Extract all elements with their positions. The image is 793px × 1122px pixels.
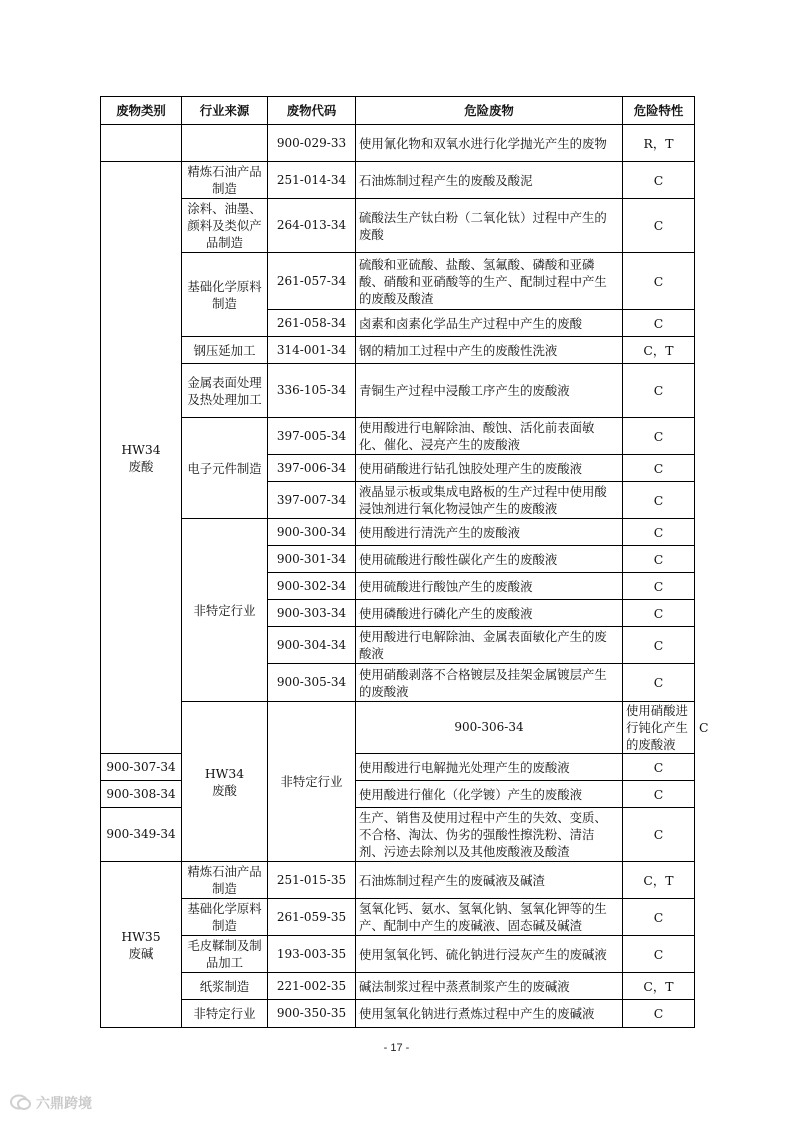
industry-cell: 金属表面处理及热处理加工 xyxy=(182,364,268,418)
waste-description-cell: 石油炼制过程产生的废酸及酸泥 xyxy=(356,162,623,199)
waste-code-cell: 397-005-34 xyxy=(268,418,356,455)
waste-description-cell: 硫酸和亚硫酸、盐酸、氢氟酸、磷酸和亚磷酸、硝酸和亚硝酸等的生产、配制过程中产生的废酸及酸渣 xyxy=(356,253,623,310)
waste-code-cell: 193-003-35 xyxy=(268,936,356,973)
table-row xyxy=(101,125,695,162)
header-waste-code: 废物代码 xyxy=(268,97,356,125)
waste-description-cell: 使用硝酸进行钻孔蚀胶处理产生的废酸液 xyxy=(356,455,623,482)
industry-cell: 非特定行业 xyxy=(182,1000,268,1028)
waste-code-cell: 900-350-35 xyxy=(268,1000,356,1028)
hazard-cell: C xyxy=(623,519,695,546)
waste-code-cell: 251-014-34 xyxy=(268,162,356,199)
hazard-cell: C xyxy=(623,199,695,253)
waste-code-cell: 251-015-35 xyxy=(268,862,356,899)
header-hazardous-waste: 危险废物 xyxy=(356,97,623,125)
hazard-cell: C xyxy=(623,664,695,702)
header-hazard-characteristic: 危险特性 xyxy=(623,97,695,125)
industry-cell: 毛皮鞣制及制品加工 xyxy=(182,936,268,973)
hazard-cell: C xyxy=(623,482,695,519)
waste-description-cell: 钢的精加工过程中产生的废酸性洗液 xyxy=(356,337,623,364)
waste-description-cell: 液晶显示板或集成电路板的生产过程中使用酸浸蚀剂进行氧化物浸蚀产生的废酸液 xyxy=(356,482,623,519)
waste-code-cell: 900-306-34 xyxy=(356,702,623,754)
category-cell xyxy=(101,125,182,162)
industry-cell: 电子元件制造 xyxy=(182,418,268,519)
hazard-cell: C，T xyxy=(623,973,695,1000)
hazard-cell: C xyxy=(623,781,695,808)
waste-description-cell: 使用酸进行电解抛光处理产生的废酸液 xyxy=(356,754,623,781)
table-row xyxy=(101,199,695,253)
waste-description-cell: 碱法制浆过程中蒸煮制浆产生的废碱液 xyxy=(356,973,623,1000)
waste-description-cell: 氢氧化钙、氨水、氢氧化钠、氢氧化钾等的生产、配制中产生的废碱液、固态碱及碱渣 xyxy=(356,899,623,936)
category-cell: HW34 废酸 xyxy=(182,702,268,862)
waste-description-cell: 青铜生产过程中浸酸工序产生的废酸液 xyxy=(356,364,623,418)
waste-description-cell: 使用氰化物和双氧水进行化学抛光产生的废物 xyxy=(356,125,623,162)
waste-code-cell: 900-029-33 xyxy=(268,125,356,162)
industry-cell: 非特定行业 xyxy=(182,519,268,702)
waste-description-cell: 使用酸进行电解除油、酸蚀、活化前表面敏化、催化、浸亮产生的废酸液 xyxy=(356,418,623,455)
hazard-cell: C xyxy=(623,808,695,862)
waste-code-cell: 900-300-34 xyxy=(268,519,356,546)
hazard-cell: C xyxy=(623,546,695,573)
hazardous-waste-table xyxy=(100,96,709,1028)
hazard-cell: C xyxy=(623,627,695,664)
table-row: HW34 废酸 非特定行业 900-306-34 使用硝酸进行钝化产生的废酸液 C xyxy=(101,702,695,754)
waste-code-cell: 314-001-34 xyxy=(268,337,356,364)
watermark xyxy=(10,1093,92,1113)
hazard-cell: C xyxy=(623,364,695,418)
table-row xyxy=(101,936,695,973)
watermark-text: 六鼎跨境 xyxy=(36,1096,92,1112)
hazard-cell: C xyxy=(623,899,695,936)
waste-code-cell: 900-302-34 xyxy=(268,573,356,600)
industry-cell xyxy=(182,125,268,162)
hazard-cell: C，T xyxy=(623,337,695,364)
hazard-cell: C xyxy=(623,455,695,482)
waste-code-cell: 900-308-34 xyxy=(101,781,182,808)
industry-cell: 钢压延加工 xyxy=(182,337,268,364)
table-row xyxy=(101,973,695,1000)
waste-code-cell: 221-002-35 xyxy=(268,973,356,1000)
waste-code-cell: 900-307-34 xyxy=(101,754,182,781)
waste-code-cell: 336-105-34 xyxy=(268,364,356,418)
waste-description-cell: 卤素和卤素化学品生产过程中产生的废酸 xyxy=(356,310,623,337)
table-row xyxy=(101,364,695,418)
table-row xyxy=(101,862,695,899)
hazard-cell: C xyxy=(623,162,695,199)
waste-code-cell: 264-013-34 xyxy=(268,199,356,253)
waste-code-cell: 900-304-34 xyxy=(268,627,356,664)
industry-cell: 非特定行业 xyxy=(268,702,356,862)
industry-cell: 精炼石油产品制造 xyxy=(182,862,268,899)
waste-description-cell: 使用氢氧化钠进行煮炼过程中产生的废碱液 xyxy=(356,1000,623,1028)
header-industry-source: 行业来源 xyxy=(182,97,268,125)
waste-code-cell: 397-007-34 xyxy=(268,482,356,519)
waste-description-cell: 使用酸进行电解除油、金属表面敏化产生的废酸液 xyxy=(356,627,623,664)
hazard-cell: R，T xyxy=(623,125,695,162)
hazard-cell: C xyxy=(623,600,695,627)
hazard-cell: C xyxy=(623,936,695,973)
waste-description-cell: 使用氢氧化钙、硫化钠进行浸灰产生的废碱液 xyxy=(356,936,623,973)
industry-cell: 精炼石油产品制造 xyxy=(182,162,268,199)
table-row xyxy=(101,418,695,455)
hazard-cell: C，T xyxy=(623,862,695,899)
waste-description-cell: 生产、销售及使用过程中产生的失效、变质、不合格、淘汰、伪劣的强酸性擦洗粉、清洁剂、污迹去除剂以及其他废酸液及酸渣 xyxy=(356,808,623,862)
industry-cell: 纸浆制造 xyxy=(182,973,268,1000)
waste-code-cell: 397-006-34 xyxy=(268,455,356,482)
category-cell: HW35 废碱 xyxy=(101,862,182,1028)
table-row xyxy=(101,899,695,936)
waste-code-cell: 900-301-34 xyxy=(268,546,356,573)
waste-description-cell: 使用磷酸进行磷化产生的废酸液 xyxy=(356,600,623,627)
waste-description-cell: 使用硫酸进行酸性碳化产生的废酸液 xyxy=(356,546,623,573)
header-waste-category: 废物类别 xyxy=(101,97,182,125)
page-number: - 17 - xyxy=(383,1042,410,1054)
waste-code-cell: 900-349-34 xyxy=(101,808,182,862)
table-row xyxy=(101,162,695,199)
hazard-cell: C xyxy=(623,1000,695,1028)
industry-cell: 涂料、油墨、颜料及类似产品制造 xyxy=(182,199,268,253)
hazard-cell: C xyxy=(623,253,695,310)
table-header-row xyxy=(101,97,695,125)
waste-code-cell: 261-059-35 xyxy=(268,899,356,936)
chat-bubble-icon xyxy=(10,1094,32,1112)
waste-description-cell: 使用酸进行清洗产生的废酸液 xyxy=(356,519,623,546)
waste-code-cell: 261-058-34 xyxy=(268,310,356,337)
waste-description-cell: 使用硫酸进行酸蚀产生的废酸液 xyxy=(356,573,623,600)
category-cell: HW34 废酸 xyxy=(101,162,182,754)
table-row xyxy=(101,253,695,310)
hazard-cell: C xyxy=(623,754,695,781)
hazard-cell: C xyxy=(623,573,695,600)
table-row xyxy=(101,1000,695,1028)
hazard-cell: C xyxy=(623,310,695,337)
waste-description-cell: 使用硝酸剥落不合格镀层及挂架金属镀层产生的废酸液 xyxy=(356,664,623,702)
hazard-cell: C xyxy=(623,418,695,455)
industry-cell: 基础化学原料制造 xyxy=(182,253,268,337)
waste-code-cell: 261-057-34 xyxy=(268,253,356,310)
waste-description-cell: 硫酸法生产钛白粉（二氧化钛）过程中产生的废酸 xyxy=(356,199,623,253)
waste-description-cell: 石油炼制过程产生的废碱液及碱渣 xyxy=(356,862,623,899)
waste-description-cell: 使用硝酸进行钝化产生的废酸液 xyxy=(623,702,695,754)
table-row xyxy=(101,337,695,364)
waste-code-cell: 900-305-34 xyxy=(268,664,356,702)
industry-cell: 基础化学原料制造 xyxy=(182,899,268,936)
waste-code-cell: 900-303-34 xyxy=(268,600,356,627)
table-row xyxy=(101,519,695,546)
waste-description-cell: 使用酸进行催化（化学镀）产生的废酸液 xyxy=(356,781,623,808)
